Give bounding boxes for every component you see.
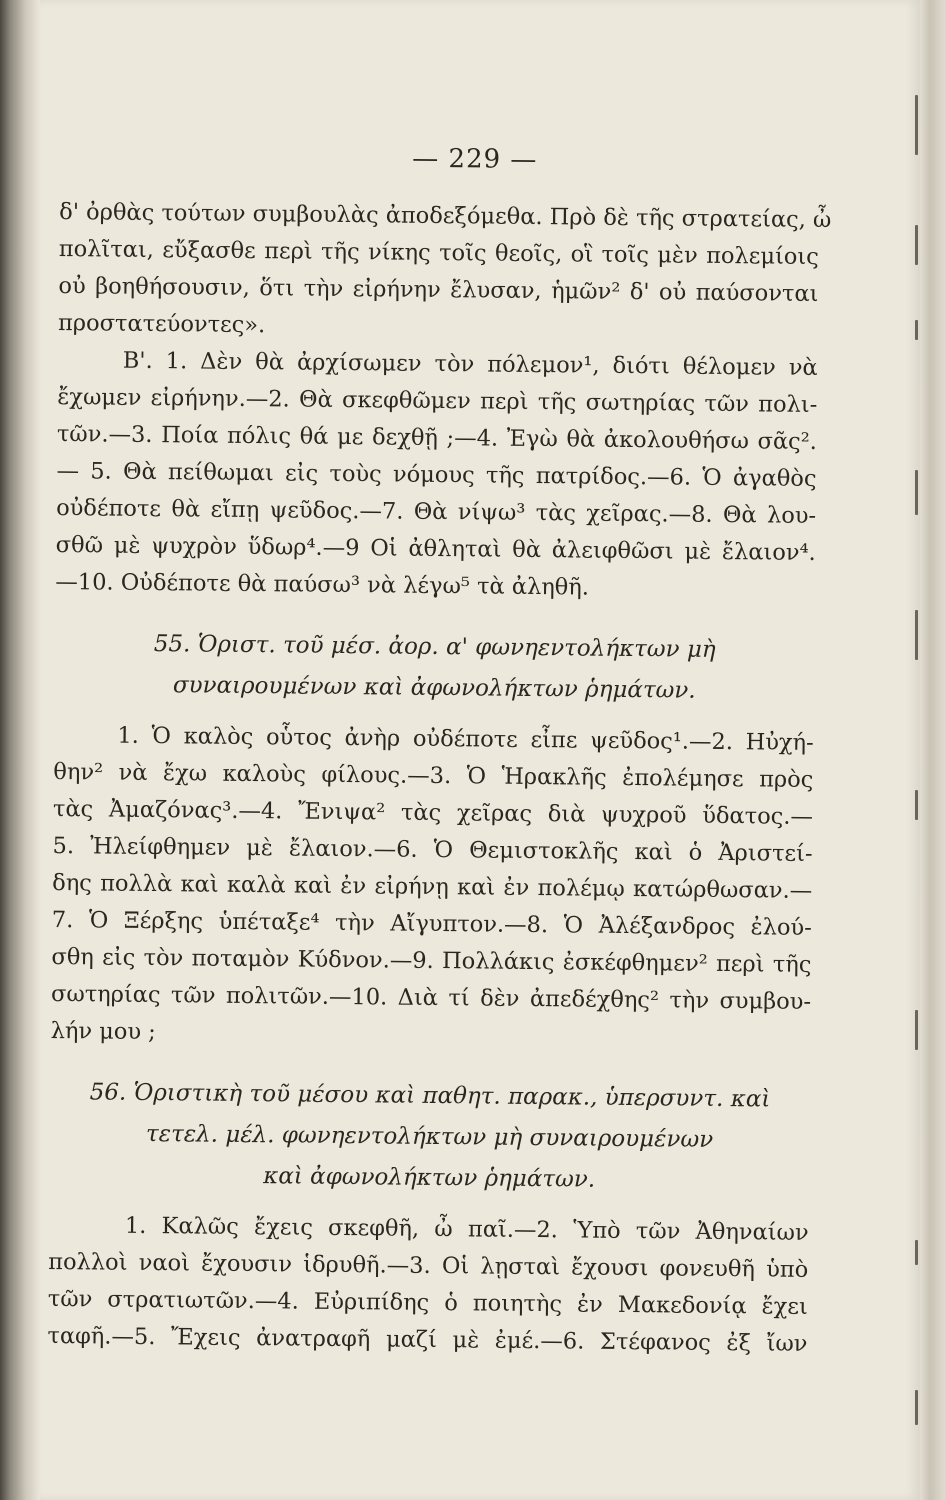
text-line: τῶν στρατιωτῶν.—4. Εὐριπίδης ὁ ποιητὴς ἐν Μακεδονίᾳ ἔχει	[47, 1285, 808, 1320]
edge-marks	[913, 0, 925, 1500]
section-55-title	[54, 623, 815, 713]
text-line: λήν μου ;	[50, 1017, 156, 1046]
text-line: πολῖται, εὔξασθε περὶ τῆς νίκης τοῖς θεοῖς, οἳ τοῖς μὲν πολεμίοις	[58, 235, 819, 270]
text-line: — 5. Θὰ πείθωμαι εἰς τοὺς νόμους τῆς πατρίδος.—6. Ὁ ἀγαθὸς	[56, 457, 817, 492]
text-line: 1. Ὁ καλὸς οὗτος ἀνὴρ οὐδέποτε εἶπε ψεῦδος¹.—2. Ηὐχή-	[53, 721, 814, 756]
section-title-line: 55. Ὁριστ. τοῦ μέσ. ἀορ. α' φωνηεντολήκτων μὴ	[153, 631, 716, 663]
text-line: ταφῆ.—5. Ἔχεις ἀνατραφῆ μαζί μὲ ἐμέ.—6. Στέφανος ἐξ ἴων	[47, 1322, 808, 1357]
section-title-line: καὶ ἀφωνολήκτων ῥημάτων.	[263, 1163, 596, 1193]
section-56-body	[47, 1207, 809, 1363]
page-number: — 229 —	[412, 143, 538, 175]
section-title-line: συναιρουμένων καὶ ἀφωνολήκτων ῥημάτων.	[172, 672, 696, 704]
text-line: πολλοὶ ναοὶ ἔχουσιν ἱδρυθῆ.—3. Οἱ λῃσταὶ ἔχουσι φονευθῆ ὑπὸ	[48, 1248, 809, 1283]
text-line: ἔχωμεν εἰρήνην.—2. Θὰ σκεφθῶμεν περὶ τῆς σωτηρίας τῶν πολι-	[57, 383, 818, 418]
text-line: δης πολλὰ καὶ καλὰ καὶ ἐν εἰρήνῃ καὶ ἐν πολέμῳ κατώρθωσαν.—	[52, 869, 813, 904]
text-line: σθῶ μὲ ψυχρὸν ὕδωρ⁴.—9 Οἱ ἀθληταὶ θὰ ἀλειφθῶσι μὲ ἔλαιον⁴.	[55, 531, 816, 566]
paragraph-1	[57, 194, 832, 350]
text-line: —10. Οὐδέποτε θὰ παύσω³ νὰ λέγω⁵ τὰ ἀληθῆ.	[55, 568, 590, 601]
text-line: σθη εἰς τὸν ποταμὸν Κύδνον.—9. Πολλάκις ἐσκέφθημεν² περὶ τῆς	[51, 943, 812, 978]
paragraph-2	[55, 342, 818, 609]
text-line: 5. Ἠλείφθημεν μὲ ἔλαιον.—6. Ὁ Θεμιστοκλῆς καὶ ὁ Ἀριστεί-	[52, 832, 813, 867]
text-line: σωτηρίας τῶν πολιτῶν.—10. Διὰ τί δὲν ἀπεδέχθης² τὴν συμβου-	[50, 980, 812, 1015]
text-line: τῶν.—3. Ποία πόλις θά με δεχθῇ ;—4. Ἐγὼ θὰ ἀκολουθήσω σᾶς².	[56, 420, 818, 455]
text-line: δ' ὀρθὰς τούτων συμβουλὰς ἀποδεξόμεθα. Πρὸ δὲ τῆς στρατείας, ὦ	[59, 198, 832, 234]
text-line: θην² νὰ ἔχω καλοὺς φίλους.—3. Ὁ Ἡρακλῆς ἐπολέμησε πρὸς	[53, 758, 814, 793]
text-line: 7. Ὁ Ξέρξης ὑπέταξε⁴ τὴν Αἴγυπτον.—8. Ὁ Ἀλέξανδρος ἐλού-	[51, 906, 812, 941]
section-55-body	[50, 717, 813, 1058]
text-line: τὰς Ἀμαζόνας³.—4. Ἔνιψα² τὰς χεῖρας διὰ ψυχροῦ ὕδατος.—	[52, 795, 814, 830]
text-line: Β'. 1. Δὲν θὰ ἀρχίσωμεν τὸν πόλεμον¹, διότι θέλομεν νὰ	[57, 346, 818, 381]
section-56-title	[49, 1072, 810, 1203]
section-title-line: τετελ. μέλ. φωνηεντολήκτων μὴ συναιρουμένων	[145, 1120, 714, 1153]
book-spine-shadow	[0, 0, 40, 1500]
section-title-line: 56. Ὁριστικὴ τοῦ μέσου καὶ παθητ. παρακ., ὑπερσυντ. καὶ	[89, 1079, 771, 1113]
text-line: 1. Καλῶς ἔχεις σκεφθῆ, ὦ παῖ.—2. Ὑπὸ τῶν Ἀθηναίων	[48, 1211, 809, 1246]
text-line: προστατεύοντες».	[57, 309, 266, 339]
text-line: οὐδέποτε θὰ εἴπῃ ψεῦδος.—7. Θὰ νίψω³ τὰς χεῖρας.—8. Θὰ λου-	[56, 494, 817, 529]
page-content	[47, 140, 832, 1363]
text-line: οὐ βοηθήσουσιν, ὅτι τὴν εἰρήνην ἔλυσαν, ἡμῶν² δ' οὐ παύσονται	[58, 272, 819, 307]
